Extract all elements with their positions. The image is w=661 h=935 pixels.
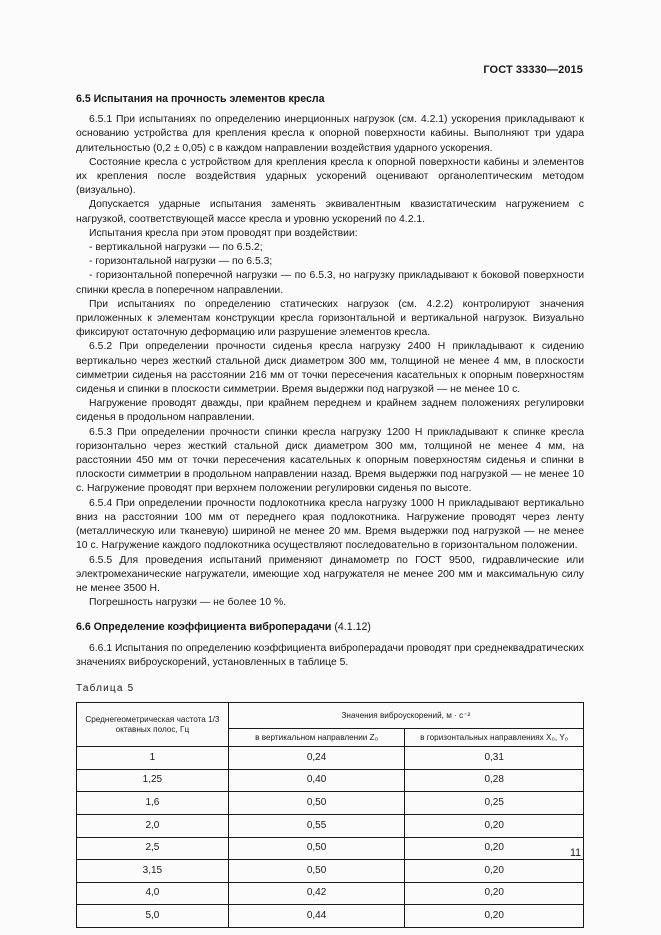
paragraph: Нагружение проводят дважды, при крайнем переднем и крайнем заднем положениях регулировки сиденья в продольном направлении. — [76, 398, 584, 424]
table-cell: 5,0 — [77, 905, 229, 928]
table-cell: 0,28 — [405, 769, 584, 792]
table-row — [77, 882, 584, 905]
table-row — [77, 860, 584, 883]
col-horizontal-header: в горизонтальных направлениях X₀, Y₀ — [405, 729, 584, 747]
col-vertical-header: в вертикальном направлении Z₀ — [228, 729, 405, 747]
table-cell: 1,6 — [77, 792, 229, 815]
table-cell: 2,0 — [77, 814, 229, 837]
paragraph: 6.5.1 При испытаниях по определению инерционных нагрузок (см. 4.2.1) ускорения прикладывают к основанию устройства для крепления кресла к опорной поверхности кабины. Выполняют три удара длительностью (0,2 ± 0,05) с в каждом направлении воздействия ударного ускорения. — [76, 114, 584, 154]
table-cell: 0,44 — [228, 905, 405, 928]
table-row — [77, 792, 584, 815]
table-row — [77, 905, 584, 928]
paragraph: 6.5.4 При определении прочности подлокотника кресла нагрузку 1000 Н прикладывают вертикально вниз на расстоянии 100 мм от переднего края подлокотника. Нагружение проводят через ленту (металлическую или тканевую) шириной не менее 20 мм. Время выдержки под нагрузкой — не менее 10 с. Нагружение каждого подлокотника осуществляют последовательно в горизонтальном положении. — [76, 497, 584, 552]
page-content — [76, 92, 584, 928]
paragraph: Погрешность нагрузки — не более 10 %. — [89, 597, 287, 609]
paragraph: При испытаниях по определению статических нагрузок (см. 4.2.2) контролируют значения приложенных к элементам конструкции кресла горизонтальной и вертикальной нагрузок. Визуально фиксируют остаточную деформацию или разрушение элементов кресла. — [76, 298, 584, 339]
table-row — [77, 769, 584, 792]
table-cell: 0,20 — [405, 882, 584, 905]
table-cell: 1,25 — [77, 769, 229, 792]
table-cell: 0,55 — [228, 814, 405, 837]
table-row — [77, 814, 584, 837]
table-cell: 0,20 — [405, 860, 584, 883]
table-cell: 0,50 — [228, 837, 405, 860]
paragraph: 6.5.2 При определении прочности сиденья кресла нагрузку 2400 Н прикладывают к сидению вертикально через жесткий стальной диск диаметром 300 мм, толщиной не менее 4 мм, в плоскости симметрии сиденья на расстоянии 216 мм от точки пересечения касательных к опорным поверхностям сиденья и спинки в плоскости симметрии. Время выдержки под нагрузкой — не менее 10 с. — [76, 341, 584, 396]
table-cell: 0,42 — [228, 882, 405, 905]
table-cell: 2,5 — [77, 837, 229, 860]
table-cell: 3,15 — [77, 860, 229, 883]
vibration-table — [76, 702, 584, 928]
paragraph: 6.6.1 Испытания по определению коэффициента виброперадачи проводят при среднеквадратических значениях виброускорений, установленных в таблице 5. — [76, 642, 584, 668]
table-cell: 4,0 — [77, 882, 229, 905]
table-row — [77, 747, 584, 770]
table-cell: 0,31 — [405, 747, 584, 770]
paragraph: 6.5.5 Для проведения испытаний применяют динамометр по ГОСТ 9500, гидравлические или электромеханические нагружатели, имеющие ход нагружателя не менее 200 мм и максимальную силу не менее 3500 Н. — [76, 554, 584, 594]
paragraph: Состояние кресла с устройством для крепления кресла к опорной поверхности кабины и элементов их крепления после воздействия ударных ускорений оценивают органолептическим методом (визуально). — [76, 156, 584, 197]
table-cell: 0,20 — [405, 837, 584, 860]
list-item: - горизонтальной поперечной нагрузки — по 6.5.3, но нагрузку прикладывают к боковой поверхности спинки кресла в поперечном направлении. — [76, 270, 584, 296]
page-number: 11 — [570, 847, 581, 859]
table-cell: 1 — [77, 747, 229, 770]
table-cell: 0,40 — [228, 769, 405, 792]
section-6-5-title: 6.5 Испытания на прочность элементов кресла — [76, 93, 325, 105]
section-6-6-title-ref: (4.1.12) — [334, 621, 371, 634]
paragraph: 6.5.3 При определении прочности спинки кресла нагрузку 1200 Н прикладывают к спинке кресла горизонтально через жесткий стальной диск диаметром 300 мм, толщиной не менее 4 мм, на расстоянии 450 мм от точки пересечения касательных к опорным поверхностям сиденья и спинки в плоскости симметрии в продольном направлении назад. Время выдержки под нагрузкой — не менее 10 с. Нагружение проводят при верхнем положении регулировки сиденья по высоте. — [76, 426, 584, 495]
document-id: ГОСТ 33330—2015 — [483, 64, 583, 76]
col-frequency-header: Среднегеометрическая частота 1/3 октавных полос, Гц — [77, 703, 229, 747]
list-item: - горизонтальной нагрузки — по 6.5.3; — [89, 256, 273, 268]
table-caption: Таблица 5 — [76, 682, 135, 694]
table-row — [77, 837, 584, 860]
paragraph: Испытания кресла при этом проводят при воздействии: — [89, 227, 358, 239]
list-item: - вертикальной нагрузки — по 6.5.2; — [89, 242, 263, 254]
section-6-6-title — [76, 620, 584, 634]
section-6-6-title-text: 6.6 Определение коэффициента виброперадачи — [76, 621, 332, 634]
table-cell: 0,20 — [405, 905, 584, 928]
table-cell: 0,50 — [228, 860, 405, 883]
table-cell: 0,25 — [405, 792, 584, 815]
table-cell: 0,24 — [228, 747, 405, 770]
col-group-header: Значения виброускорений, м · с⁻² — [228, 703, 583, 729]
table-cell: 0,50 — [228, 792, 405, 815]
table-cell: 0,20 — [405, 814, 584, 837]
paragraph: Допускается ударные испытания заменять эквивалентным квазистатическим нагружением с нагрузкой, соответствующей массе кресла и уровню ускорений по 4.2.1. — [76, 199, 584, 225]
